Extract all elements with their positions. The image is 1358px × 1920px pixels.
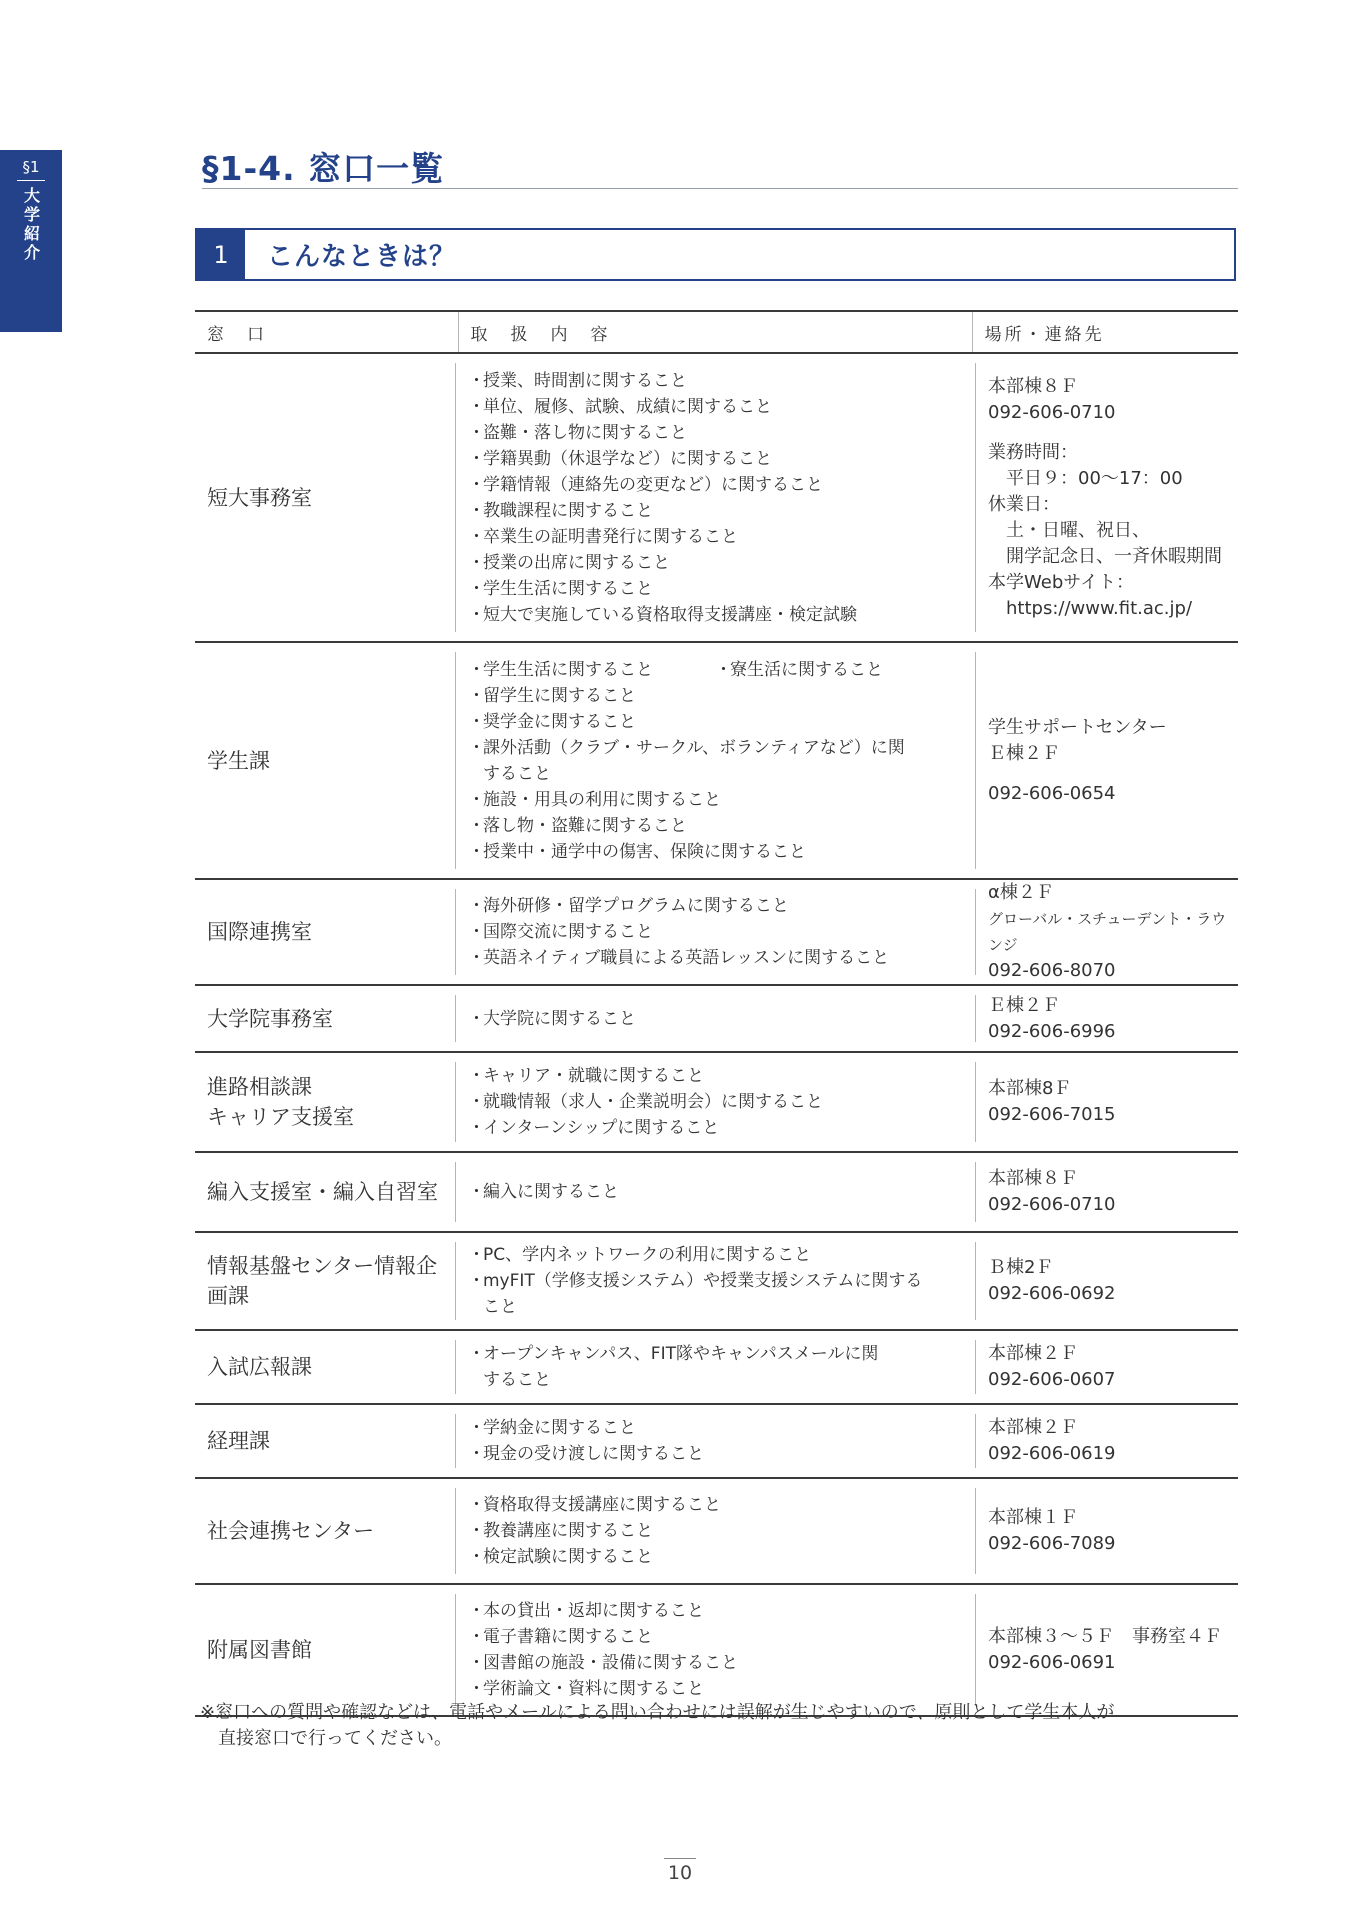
table-header (195, 312, 1238, 354)
phone-number: 092-606-0710 (988, 401, 1116, 423)
business-hours: 平日９：00～17：00 (1006, 467, 1183, 489)
list-item: ・ 盗難・落し物に関すること (468, 420, 975, 446)
table-row (195, 880, 1238, 986)
list-item: ・ 学籍異動（休退学など）に関すること (468, 446, 975, 472)
location: 本部棟８Ｆ (988, 1168, 1078, 1189)
list-item: ・ myFIT（学修支援システム）や授業支援システムに関すること (468, 1268, 975, 1320)
list-item: ・ 単位、履修、試験、成績に関すること (468, 394, 975, 420)
holiday-line: 開学記念日、一斉休暇期間 (1006, 545, 1222, 567)
office-name: 入試広報課 (207, 1355, 312, 1379)
contact-cell (975, 1242, 1238, 1320)
content-list (455, 889, 975, 975)
list-item: ・ 卒業生の証明書発行に関すること (468, 524, 975, 550)
contact-cell (975, 363, 1238, 632)
contact-cell (975, 1594, 1238, 1706)
holiday-label: 休業日： (988, 493, 1060, 515)
list-item: ・ 英語ネイティブ職員による英語レッスンに関すること (468, 945, 975, 971)
list-item: ・ 寮生活に関すること (715, 657, 883, 683)
phone-number: 092-606-0607 (988, 1369, 1116, 1390)
table-row (195, 354, 1238, 643)
list-item: ・ 大学院に関すること (468, 1006, 975, 1032)
content-list (455, 1594, 975, 1706)
list-item: ・ インターンシップに関すること (468, 1115, 975, 1141)
contact-cell (975, 995, 1238, 1042)
list-item: ・ 課外活動（クラブ・サークル、ボランティアなど）に関すること (468, 735, 975, 787)
phone-number: 092-606-0692 (988, 1283, 1116, 1304)
list-item: ・ 電子書籍に関すること (468, 1624, 975, 1650)
sub-heading (195, 228, 1236, 281)
side-tab-divider (17, 180, 45, 181)
location: 本部棟８Ｆ (988, 375, 1078, 397)
page-title: §1-4. 窓口一覧 (202, 149, 445, 188)
title-divider (202, 188, 1238, 189)
table-row (195, 1153, 1238, 1233)
list-item: ・ 現金の受け渡しに関すること (468, 1441, 975, 1467)
location: Ｂ棟2Ｆ (988, 1257, 1054, 1278)
phone-number: 092-606-6996 (988, 1020, 1116, 1042)
content-list (455, 363, 975, 632)
list-item: ・ 授業、時間割に関すること (468, 368, 975, 394)
page-number: 10 (667, 1862, 693, 1884)
contact-cell (975, 652, 1238, 869)
contact-cell (975, 1340, 1238, 1394)
office-name-line: キャリア支援室 (207, 1105, 354, 1129)
location: 本部棟１Ｆ (988, 1507, 1078, 1528)
table-row (195, 1479, 1238, 1585)
list-item: ・ 学籍情報（連絡先の変更など）に関すること (468, 472, 975, 498)
header-content: 取 扱 内 容 (458, 312, 972, 352)
list-item: ・ 教職課程に関すること (468, 498, 975, 524)
contact-cell (975, 1162, 1238, 1222)
phone-number: 092-606-0710 (988, 1194, 1116, 1215)
list-item: ・ 奨学金に関すること (468, 709, 975, 735)
office-name: 編入支援室・編入自習室 (207, 1180, 438, 1204)
list-item: ・ 本の貸出・返却に関すること (468, 1598, 975, 1624)
list-item: ・ 授業中・通学中の傷害、保険に関すること (468, 839, 975, 865)
footnote-line: 直接窓口で行ってください。 (218, 1728, 452, 1749)
list-item: ・ 授業の出席に関すること (468, 550, 975, 576)
table-row (195, 1405, 1238, 1479)
location: 本部棟２Ｆ (988, 1417, 1078, 1438)
contact-cell (975, 1488, 1238, 1574)
header-office: 窓 口 (207, 324, 267, 345)
list-item: ・ 検定試験に関すること (468, 1544, 975, 1570)
list-item: ・ 図書館の施設・設備に関すること (468, 1650, 975, 1676)
list-item: ・ 学納金に関すること (468, 1415, 975, 1441)
list-item: ・ 学生生活に関すること (468, 576, 975, 602)
location: Ｅ棟２Ｆ (988, 994, 1060, 1016)
office-name-line: 進路相談課 (207, 1075, 312, 1099)
table-row (195, 1585, 1238, 1717)
content-list (455, 1242, 975, 1320)
contact-cell (975, 1062, 1238, 1142)
location: 本部棟２Ｆ (988, 1343, 1078, 1364)
location: Ｅ棟２Ｆ (988, 742, 1060, 764)
table-row (195, 1331, 1238, 1405)
phone-number: 092-606-0691 (988, 1652, 1116, 1673)
office-name: 学生課 (207, 748, 270, 773)
phone-number: 092-606-7015 (988, 1104, 1116, 1125)
list-item: ・ オープンキャンパス、FIT隊やキャンパスメールに関すること (468, 1341, 975, 1393)
list-item: ・ 短大で実施している資格取得支援講座・検定試験 (468, 602, 975, 628)
list-item: ・ 海外研修・留学プログラムに関すること (468, 893, 975, 919)
list-item: ・ 留学生に関すること (468, 683, 975, 709)
content-list (455, 652, 975, 869)
phone-number: 092-606-8070 (988, 960, 1116, 981)
phone-number: 092-606-0654 (988, 782, 1116, 804)
office-name (195, 1053, 455, 1151)
header-contact: 場所・連絡先 (972, 312, 1238, 352)
list-item: ・ 資格取得支援講座に関すること (468, 1492, 975, 1518)
phone-number: 092-606-0619 (988, 1443, 1116, 1464)
web-label: 本学Webサイト： (988, 571, 1134, 593)
contact-cell (975, 882, 1238, 981)
list-item: ・ 就職情報（求人・企業説明会）に関すること (468, 1089, 975, 1115)
office-table (195, 310, 1238, 1717)
list-item: ・ 教養講座に関すること (468, 1518, 975, 1544)
side-tab-section: §1 (22, 158, 40, 176)
table-row (195, 986, 1238, 1053)
contact-cell (975, 1414, 1238, 1468)
section-side-tab (0, 150, 62, 332)
office-name: 情報基盤センター情報企画課 (207, 1254, 438, 1308)
website-url: https://www.fit.ac.jp/ (1006, 597, 1193, 619)
content-list (455, 1062, 975, 1142)
office-name: 経理課 (207, 1429, 270, 1453)
location: α棟２Ｆ (988, 882, 1054, 903)
table-row (195, 1233, 1238, 1331)
footnote (200, 1700, 1240, 1752)
list-item: ・ 落し物・盗難に関すること (468, 813, 975, 839)
sub-heading-text: こんなときは？ (267, 242, 457, 272)
office-name: 附属図書館 (207, 1638, 312, 1662)
content-list (455, 1340, 975, 1394)
list-item: ・ 国際交流に関すること (468, 919, 975, 945)
side-tab-label: 大学紹介 (21, 187, 41, 263)
list-item: ・ PC、学内ネットワークの利用に関すること (468, 1242, 975, 1268)
footnote-line: ※窓口への質問や確認などは、電話やメールによる問い合わせには誤解が生じやすいので、原則として学生本人が (200, 1702, 1115, 1723)
content-list (455, 1162, 975, 1222)
list-item: ・ 施設・用具の利用に関すること (468, 787, 975, 813)
office-name: 短大事務室 (207, 485, 312, 510)
location: 学生サポートセンター (988, 716, 1167, 738)
office-name: 大学院事務室 (207, 1006, 333, 1031)
hours-label: 業務時間： (988, 441, 1078, 463)
content-list (455, 1414, 975, 1468)
list-item: ・ 学生生活に関すること (468, 657, 715, 683)
office-name: 国際連携室 (207, 920, 312, 944)
sub-heading-number: 1 (197, 230, 245, 279)
list-item: ・ キャリア・就職に関すること (468, 1063, 975, 1089)
phone-number: 092-606-7089 (988, 1533, 1116, 1554)
content-list (455, 995, 975, 1042)
page-number-rule (664, 1858, 696, 1859)
location: 本部棟３～５Ｆ 事務室４Ｆ (988, 1626, 1222, 1647)
holiday-line: 土・日曜、祝日、 (1006, 519, 1150, 541)
list-item: ・ 学術論文・資料に関すること (468, 1676, 975, 1702)
list-item: ・ 編入に関すること (468, 1179, 975, 1205)
table-row (195, 643, 1238, 880)
office-name: 社会連携センター (207, 1519, 375, 1543)
table-row (195, 1053, 1238, 1153)
location: 本部棟8Ｆ (988, 1078, 1072, 1099)
content-list (455, 1488, 975, 1574)
location: グローバル・スチューデント・ラウンジ (988, 910, 1227, 954)
